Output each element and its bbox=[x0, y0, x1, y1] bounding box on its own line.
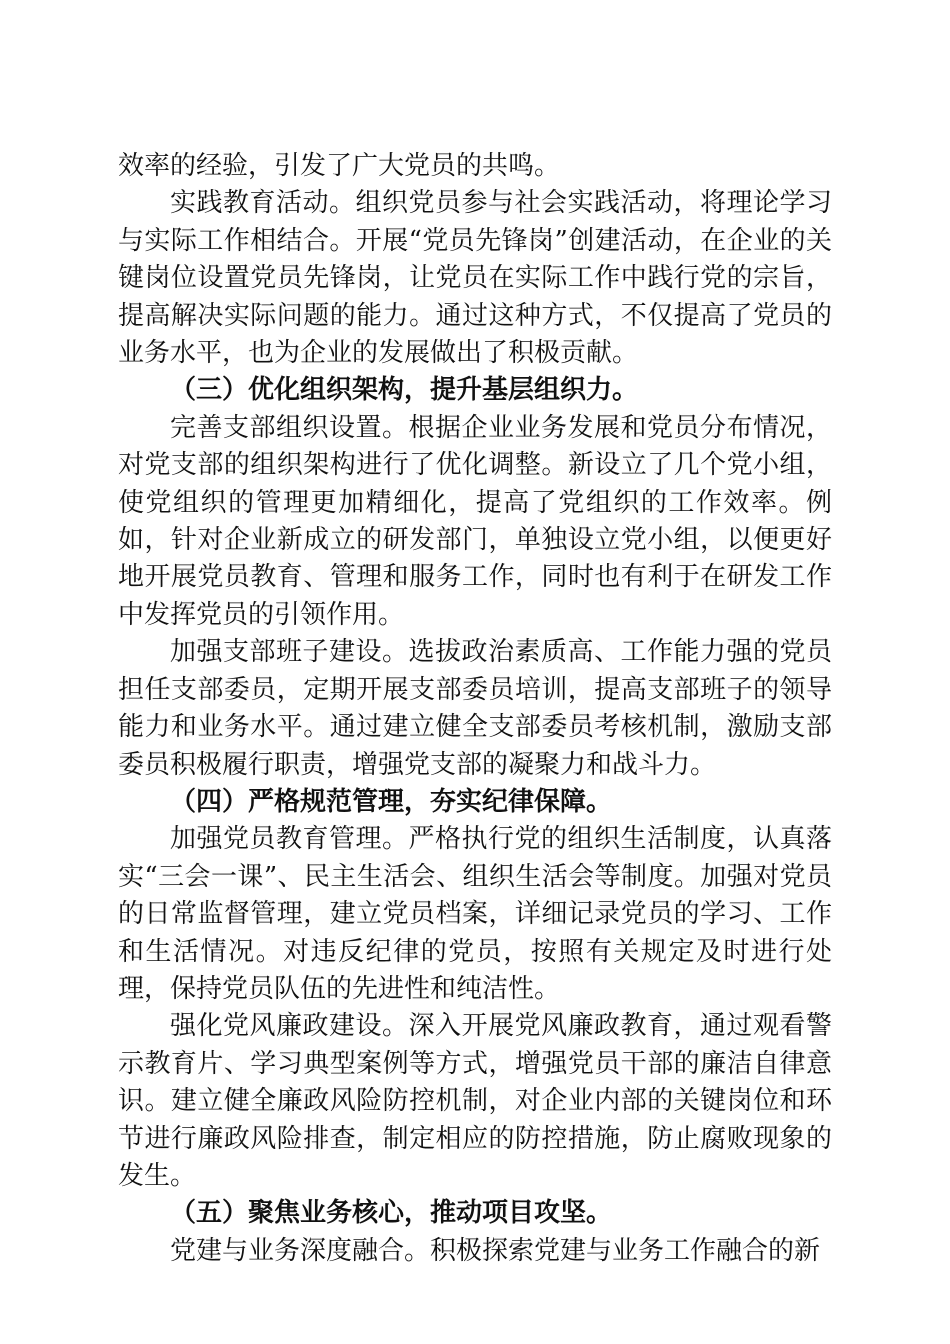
paragraph-branch-team: 加强支部班子建设。选拔政治素质高、工作能力强的党员担任支部委员，定期开展支部委员培训，提高支部班子的领导能力和业务水平。通过建立健全支部委员考核机制，激励支部委员积极履行职责，增强党支部的凝聚力和战斗力。 bbox=[118, 637, 832, 780]
section-heading-3: （三）优化组织架构，提升基层组织力。 bbox=[170, 375, 639, 406]
paragraph-clean-governance: 强化党风廉政建设。深入开展党风廉政教育，通过观看警示教育片、学习典型案例等方式，增强党员干部的廉洁自律意识。建立健全廉政风险防控机制，对企业内部的关键岗位和环节进行廉政风险排查，制定相应的防控措施，防止腐败现象的发生。 bbox=[118, 1011, 832, 1191]
paragraph-branch-setup: 完善支部组织设置。根据企业业务发展和党员分布情况，对党支部的组织架构进行了优化调整。新设立了几个党小组，使党组织的管理更加精细化，提高了党组织的工作效率。例如，针对企业新成立的研发部门，单独设立党小组，以便更好地开展党员教育、管理和服务工作，同时也有利于在研发工作中发挥党员的引领作用。 bbox=[118, 412, 832, 630]
paragraph-practice-education: 实践教育活动。组织党员参与社会实践活动，将理论学习与实际工作相结合。开展“党员先锋岗”创建活动，在企业的关键岗位设置党员先锋岗，让党员在实际工作中践行党的宗旨，提高解决实际问题的能力。通过这种方式，不仅提高了党员的业务水平，也为企业的发展做出了积极贡献。 bbox=[118, 188, 832, 369]
section-heading-4: （四）严格规范管理，夯实纪律保障。 bbox=[170, 786, 613, 817]
paragraph-continued: 效率的经验，引发了广大党员的共鸣。 bbox=[118, 151, 561, 181]
section-heading-5: （五）聚焦业务核心，推动项目攻坚。 bbox=[170, 1198, 613, 1229]
document-body bbox=[118, 148, 832, 1270]
paragraph-business-integration: 党建与业务深度融合。积极探索党建与业务工作融合的新 bbox=[170, 1235, 821, 1266]
paragraph-member-management: 加强党员教育管理。严格执行党的组织生活制度，认真落实“三会一课”、民主生活会、组织生活会等制度。加强对党员的日常监督管理，建立党员档案，详细记录党员的学习、工作和生活情况。对违反纪律的党员，按照有关规定及时进行处理，保持党员队伍的先进性和纯洁性。 bbox=[118, 824, 832, 1004]
